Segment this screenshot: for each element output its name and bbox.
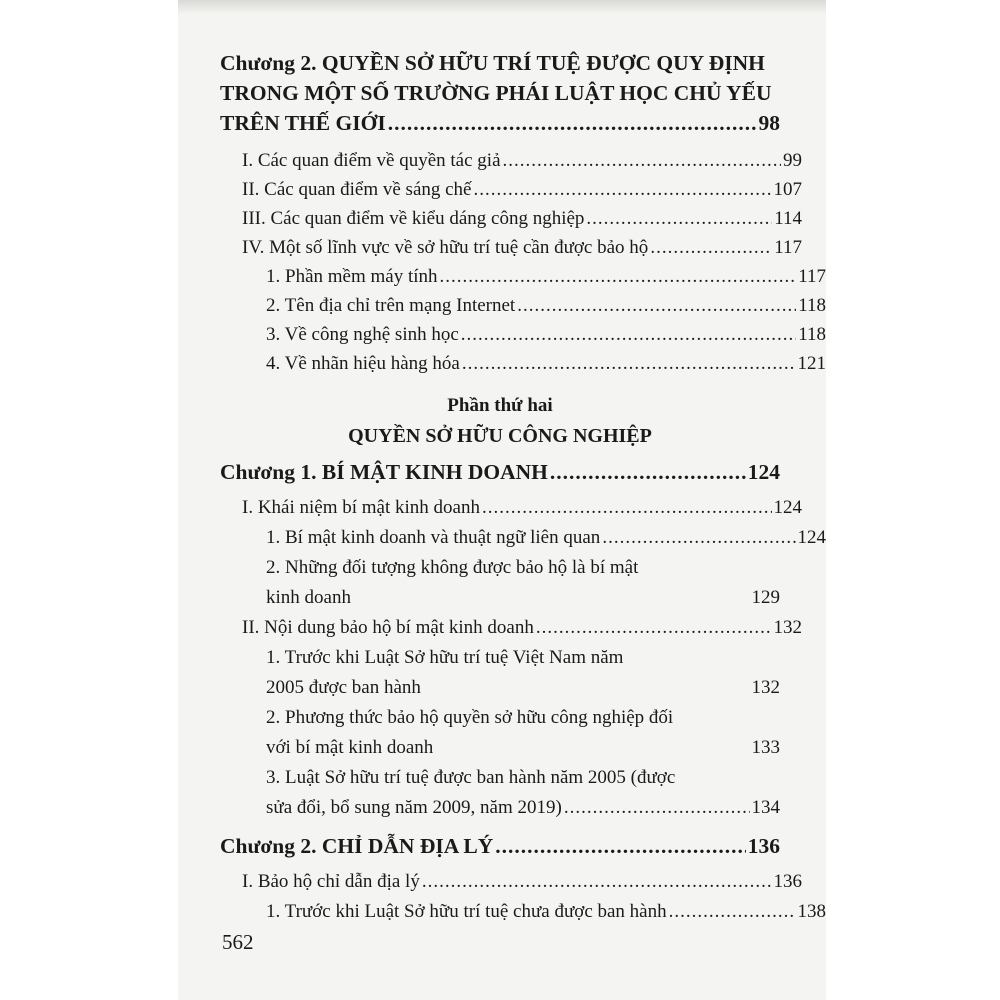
toc-subentry xyxy=(220,351,826,377)
page-number: 114 xyxy=(774,208,802,229)
toc-subentry xyxy=(220,899,826,925)
toc-subentry xyxy=(220,765,780,821)
page-number: 107 xyxy=(773,179,802,200)
entry-title: 1. Trước khi Luật Sở hữu trí tuệ Việt Nam năm xyxy=(266,647,624,668)
part-title: QUYỀN SỞ HỮU CÔNG NGHIỆP xyxy=(348,425,652,447)
table-of-contents xyxy=(220,50,826,925)
entry-title: I. Các quan điểm về quyền tác giả xyxy=(242,150,501,171)
entry-title: 1. Phần mềm máy tính xyxy=(266,266,438,287)
toc-subentry xyxy=(220,264,826,290)
toc-subentry xyxy=(220,525,826,551)
toc-entry xyxy=(220,235,802,261)
entry-title-continued: sửa đổi, bổ sung năm 2009, năm 2019) xyxy=(266,797,562,818)
page-folio: 562 xyxy=(222,930,254,954)
page-number: 98 xyxy=(758,111,780,135)
page-number: 129 xyxy=(751,587,780,608)
page-number: 133 xyxy=(751,737,780,758)
entry-title: II. Các quan điểm về sáng chế xyxy=(242,179,472,200)
entry-title: II. Nội dung bảo hộ bí mật kinh doanh xyxy=(242,617,534,638)
entry-title: 1. Trước khi Luật Sở hữu trí tuệ chưa được ban hành xyxy=(266,901,667,922)
toc-subentry xyxy=(220,645,780,701)
entry-title: I. Khái niệm bí mật kinh doanh xyxy=(242,497,480,518)
chapter-title-line: TRÊN THẾ GIỚI xyxy=(220,111,386,135)
entry-title: 2. Tên địa chỉ trên mạng Internet xyxy=(266,295,516,316)
entry-title-continued: kinh doanh xyxy=(266,587,351,608)
page-number: 99 xyxy=(783,150,802,171)
toc-subentry xyxy=(220,322,826,348)
entry-title: 3. Về công nghệ sinh học xyxy=(266,324,459,345)
chapter-title-line: Chương 2. QUYỀN SỞ HỮU TRÍ TUỆ ĐƯỢC QUY ĐỊNH xyxy=(220,51,765,75)
entry-title: Chương 1. BÍ MẬT KINH DOANH xyxy=(220,460,548,484)
entry-title: I. Bảo hộ chỉ dẫn địa lý xyxy=(242,871,420,892)
entry-title-continued: với bí mật kinh doanh xyxy=(266,737,434,758)
chapter-2-heading xyxy=(220,50,780,137)
page-number: 124 xyxy=(797,527,826,548)
toc-entry xyxy=(220,495,802,521)
toc-entry xyxy=(220,148,802,174)
chapter-heading xyxy=(220,833,780,860)
toc-entry xyxy=(220,869,802,895)
page-number: 132 xyxy=(751,677,780,698)
entry-title-continued: 2005 được ban hành xyxy=(266,677,421,698)
page-number: 138 xyxy=(797,901,826,922)
page-number: 124 xyxy=(773,497,802,518)
entry-title: 4. Về nhãn hiệu hàng hóa xyxy=(266,353,460,374)
entry-title: 2. Phương thức bảo hộ quyền sở hữu công nghiệp đối xyxy=(266,707,674,728)
entry-title: 3. Luật Sở hữu trí tuệ được ban hành năm 2005 (được xyxy=(266,767,676,788)
toc-entry xyxy=(220,206,802,232)
entry-title: Chương 2. CHỈ DẪN ĐỊA LÝ xyxy=(220,834,494,858)
entry-title: IV. Một số lĩnh vực về sở hữu trí tuệ cần được bảo hộ xyxy=(242,237,649,258)
toc-subentry xyxy=(220,555,780,611)
entry-title: III. Các quan điểm về kiểu dáng công nghiệp xyxy=(242,208,585,229)
entry-title: 2. Những đối tượng không được bảo hộ là bí mật xyxy=(266,557,639,578)
page-number: 136 xyxy=(773,871,802,892)
toc-entry xyxy=(220,615,802,641)
toc-subentry xyxy=(220,293,826,319)
part-label: Phần thứ hai xyxy=(447,395,553,416)
page-number: 118 xyxy=(798,295,826,316)
page-number: 118 xyxy=(798,324,826,345)
toc-entry xyxy=(220,177,802,203)
page-number: 124 xyxy=(747,460,780,484)
page-number: 117 xyxy=(774,237,802,258)
chapter-heading xyxy=(220,459,780,486)
page-number: 121 xyxy=(797,353,826,374)
toc-subentry xyxy=(220,705,780,761)
page-number: 134 xyxy=(751,797,780,818)
entry-title: 1. Bí mật kinh doanh và thuật ngữ liên quan xyxy=(266,527,601,548)
page-number: 117 xyxy=(798,266,826,287)
page-number: 136 xyxy=(747,834,780,858)
page-number: 132 xyxy=(773,617,802,638)
chapter-title-line: TRONG MỘT SỐ TRƯỜNG PHÁI LUẬT HỌC CHỦ YẾU xyxy=(220,81,772,105)
